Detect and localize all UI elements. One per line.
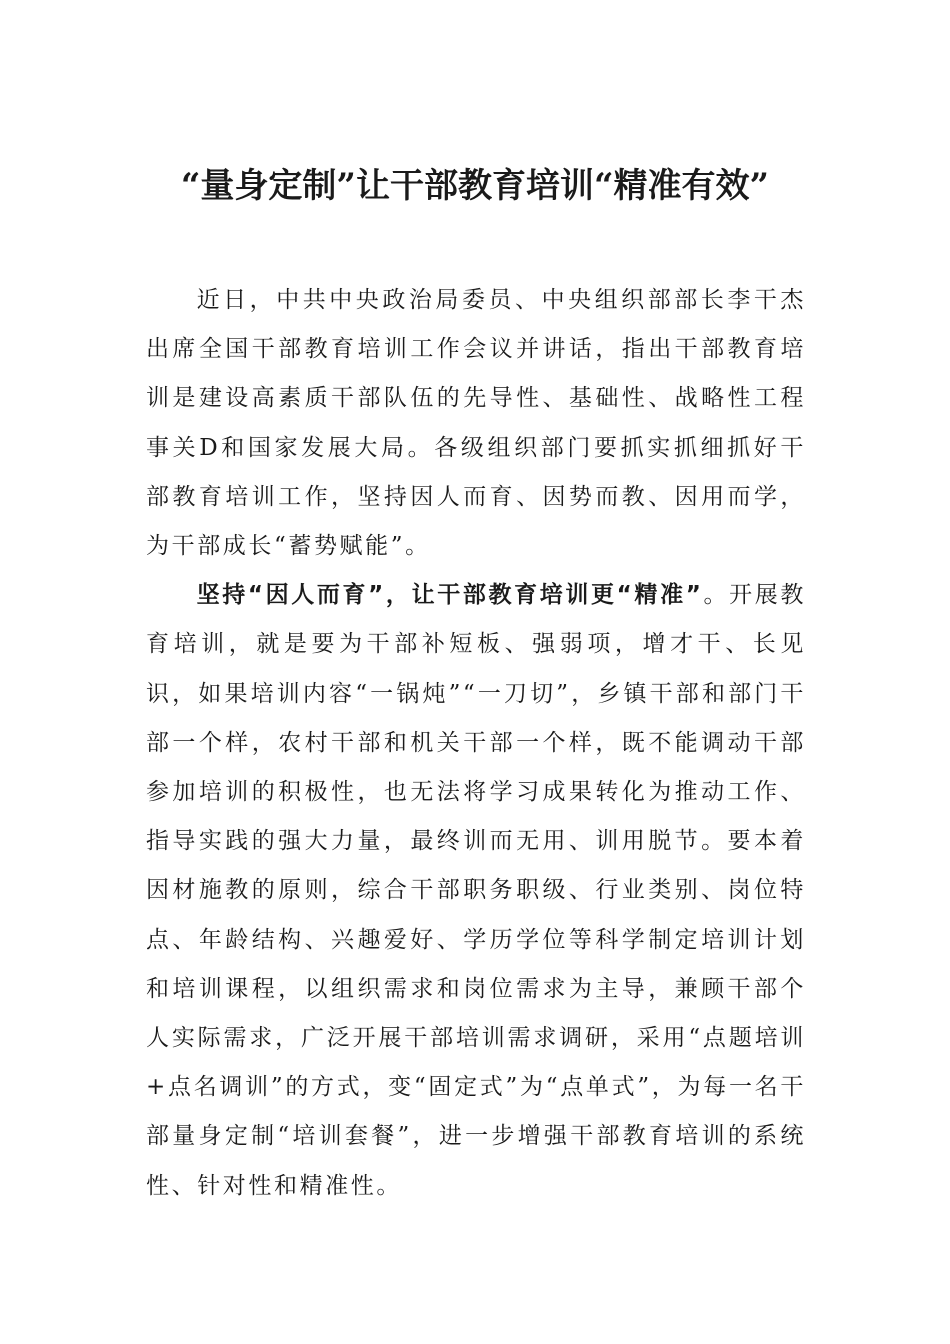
document-title: “量身定制”让干部教育培训“精准有效” (180, 166, 770, 206)
paragraph-intro (146, 276, 806, 571)
paragraph-text: 近日，中共中央政治局委员、中央组织部部长李干杰出席全国干部教育培训工作会议并讲话，指出干部教育培训是建设高素质干部队伍的先导性、基础性、战略性工程事关D和国家发展大局。各级组织部门要抓实抓细抓好干部教育培训工作，坚持因人而育、因势而教、因用而学，为干部成长“蓄势赋能”。 (146, 287, 806, 560)
paragraph-section-1 (146, 571, 806, 1211)
paragraph-lead: 坚持“因人而育”，让干部教育培训更“精准” (196, 582, 704, 609)
document-body (146, 276, 806, 1211)
paragraph-text: 。开展教育培训，就是要为干部补短板、强弱项，增才干、长见识，如果培训内容“一锅炖”“一刀切”，乡镇干部和部门干部一个样，农村干部和机关干部一个样，既不能调动干部参加培训的积极性，也无法将学习成果转化为推动工作、指导实践的强大力量，最终训而无用、训用脱节。要本着因材施教的原则，综合干部职务职级、行业类别、岗位特点、年龄结构、兴趣爱好、学历学位等科学制定培训计划和培训课程，以组织需求和岗位需求为主导，兼顾干部个人实际需求，广泛开展干部培训需求调研，采用“点题培训+点名调训”的方式，变“固定式”为“点单式”，为每一名干部量身定制“培训套餐”，进一步增强干部教育培训的系统性、针对性和精准性。 (146, 582, 806, 1199)
